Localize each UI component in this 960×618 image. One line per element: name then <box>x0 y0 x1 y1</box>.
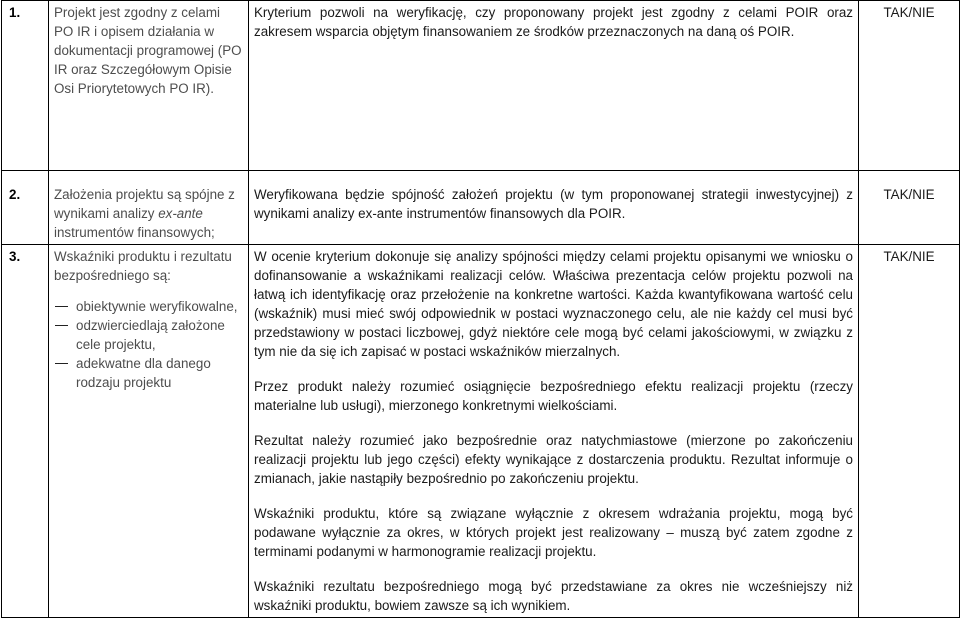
criterion-description <box>249 245 859 618</box>
criterion-description: Kryterium pozwoli na weryfikację, czy proponowany projekt jest zgodny z celami POIR oraz zakresem wsparcia objętym finansowaniem ze środków przeznaczonych na daną oś POIR. <box>249 1 859 171</box>
bullet-item: odzwierciedlają założone cele projektu, <box>54 316 243 354</box>
description-paragraph: Przez produkt należy rozumieć osiągnięcie bezpośredniego efektu realizacji projektu (rzeczy materialne lub usługi), mierzonego konkretnymi wielkościami. <box>254 379 853 413</box>
criterion-name: Projekt jest zgodny z celami PO IR i opisem działania w dokumentacji programowej (PO IR oraz Szczegółowym Opisie Osi Priorytetowych PO IR). <box>49 1 249 171</box>
row-number: 2. <box>2 171 49 245</box>
criterion-intro: Wskaźniki produktu i rezultatu bezpośredniego są: <box>54 249 232 283</box>
description-paragraph: W ocenie kryterium dokonuje się analizy spójności między celami projektu opisanymi we wniosku o dofinansowanie a wskaźnikami realizacji celów. Właściwa prezentacja celów projektu pozwoli na łatwą ich identyfikację oraz przełożenie na konkretne wartości. Każda kwantyfikowana wartość celu (wskaźnik) musi mieć swój odpowiednik w postaci wyznaczonego celu, ale nie każdy cel musi być przedstawiony w postaci liczbowej, gdyż niektóre cele mogą być celami jakościowymi, w związku z tym nie da się ich zapisać w postaci wskaźników mierzalnych. <box>254 249 853 359</box>
table-row <box>2 245 960 618</box>
answer-options: TAK/NIE <box>859 171 960 245</box>
answer-options: TAK/NIE <box>859 1 960 171</box>
table-row <box>2 171 960 245</box>
row-number: 3. <box>2 245 49 618</box>
bullet-item: adekwatne dla danego rodzaju projektu <box>54 354 243 392</box>
criterion-bullets <box>54 297 243 392</box>
criteria-table <box>1 0 960 618</box>
description-paragraph: Wskaźniki rezultatu bezpośredniego mogą być przedstawiane za okres nie wcześniejszy niż wskaźniki produktu, bowiem zawsze są ich wynikiem. <box>254 579 853 613</box>
table-row <box>2 1 960 171</box>
description-paragraph: Wskaźniki produktu, które są związane wyłącznie z okresem wdrażania projektu, mogą być podawane wyłącznie za okres, w których projekt jest realizowany – muszą być zatem zgodne z terminami podanymi w harmonogramie realizacji projektu. <box>254 506 853 559</box>
criterion-description: Weryfikowana będzie spójność założeń projektu (w tym proponowanej strategii inwestycyjnej) z wynikami analizy ex-ante instrumentów finansowych dla POIR. <box>249 171 859 245</box>
bullet-item: obiektywnie weryfikowalne, <box>54 297 243 316</box>
description-paragraph: Rezultat należy rozumieć jako bezpośrednie oraz natychmiastowe (mierzone po zakończeniu realizacji projektu lub jego części) efekty wynikające z dostarczenia produktu. Rezultat informuje o zmianach, jakie nastąpiły bezpośrednio po zakończeniu projektu. <box>254 433 853 486</box>
answer-options: TAK/NIE <box>859 245 960 618</box>
criterion-name: Założenia projektu są spójne z wynikami analizy ex-ante instrumentów finansowych; <box>49 171 249 245</box>
row-number: 1. <box>2 1 49 171</box>
criterion-name <box>49 245 249 618</box>
